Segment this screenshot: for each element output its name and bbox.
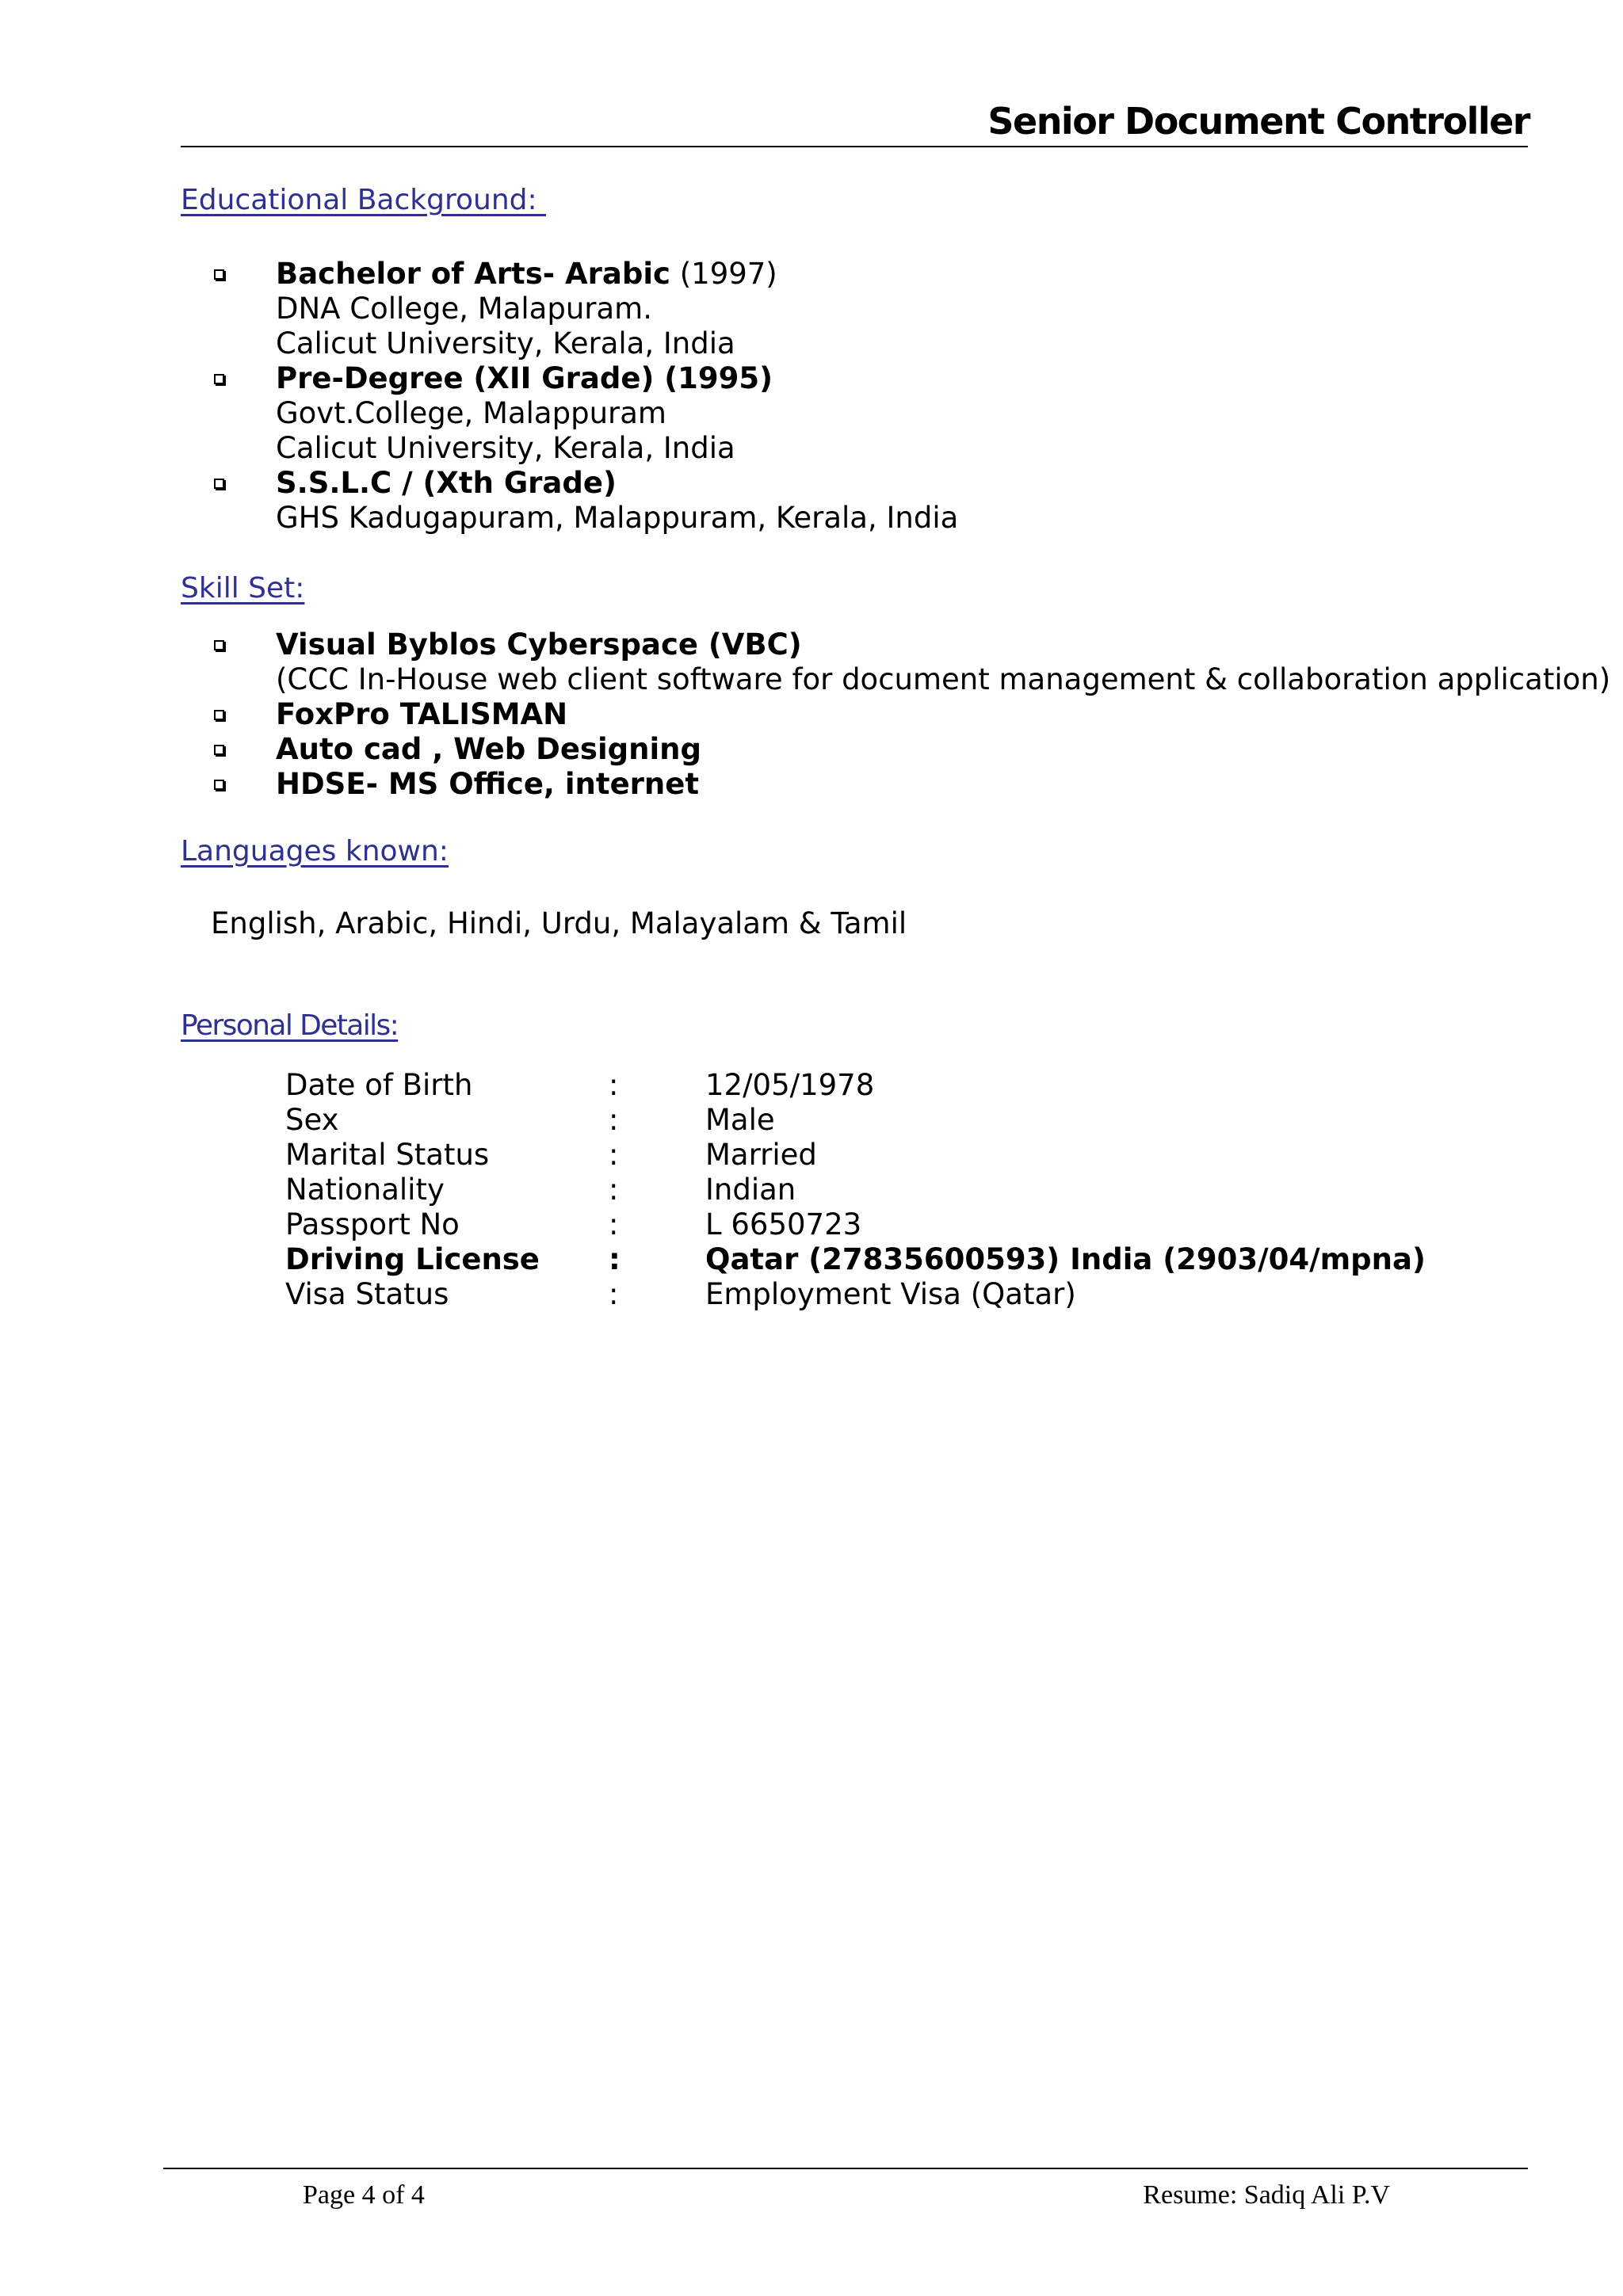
- education-item-bachelor: [276, 257, 777, 292]
- education-detail: DNA College, Malapuram.: [276, 292, 652, 326]
- degree-title: Pre-Degree (XII Grade) (1995): [276, 361, 773, 395]
- languages-heading: Languages known:: [181, 835, 449, 868]
- education-heading: Educational Background:: [181, 184, 547, 216]
- personal-value: Employment Visa (Qatar): [705, 1277, 1076, 1311]
- degree-title: Bachelor of Arts- Arabic: [276, 257, 670, 291]
- footer-resume-name: Resume: Sadiq Ali P.V: [1143, 2180, 1390, 2210]
- bullet-icon: [214, 374, 224, 384]
- personal-value: Male: [705, 1103, 775, 1137]
- degree-year: (1997): [670, 257, 777, 291]
- bullet-icon: [214, 479, 224, 489]
- header-title: Senior Document Controller: [987, 100, 1529, 143]
- personal-value: Married: [705, 1138, 817, 1172]
- personal-label: Sex: [285, 1103, 339, 1137]
- bullet-icon: [214, 710, 224, 720]
- personal-colon: :: [609, 1242, 621, 1276]
- skill-item: Auto cad , Web Designing: [276, 732, 701, 766]
- education-detail: Calicut University, Kerala, India: [276, 326, 735, 360]
- personal-label: Date of Birth: [285, 1068, 473, 1102]
- footer-page-number: Page 4 of 4: [303, 2180, 425, 2210]
- skill-description: (CCC In-House web client software for document management & collaboration application): [276, 662, 1611, 696]
- bullet-icon: [214, 269, 224, 280]
- personal-label: Driving License: [285, 1242, 540, 1276]
- languages-list: English, Arabic, Hindi, Urdu, Malayalam & Tamil: [211, 906, 907, 940]
- personal-label: Visa Status: [285, 1277, 449, 1311]
- personal-colon: :: [609, 1138, 619, 1172]
- personal-label: Nationality: [285, 1173, 445, 1207]
- personal-label: Passport No: [285, 1207, 460, 1241]
- personal-colon: :: [609, 1103, 619, 1137]
- personal-value: Qatar (27835600593) India (2903/04/mpna): [705, 1242, 1426, 1276]
- personal-colon: :: [609, 1068, 619, 1102]
- personal-value: Indian: [705, 1173, 796, 1207]
- personal-colon: :: [609, 1277, 619, 1311]
- personal-label: Marital Status: [285, 1138, 490, 1172]
- personal-colon: :: [609, 1173, 619, 1207]
- bullet-icon: [214, 780, 224, 790]
- personal-value: 12/05/1978: [705, 1068, 875, 1102]
- education-detail: Calicut University, Kerala, India: [276, 431, 735, 465]
- skill-item: Visual Byblos Cyberspace (VBC): [276, 627, 802, 662]
- header-divider: [181, 146, 1528, 147]
- personal-value: L 6650723: [705, 1207, 862, 1241]
- degree-title: S.S.L.C / (Xth Grade): [276, 466, 617, 500]
- skills-heading: Skill Set:: [181, 572, 305, 605]
- personal-heading: Personal Details:: [181, 1009, 399, 1042]
- bullet-icon: [214, 745, 224, 755]
- skill-item: FoxPro TALISMAN: [276, 697, 568, 731]
- personal-colon: :: [609, 1207, 619, 1241]
- skill-item: HDSE- MS Office, internet: [276, 767, 700, 801]
- footer-divider: [163, 2168, 1528, 2169]
- education-detail: GHS Kadugapuram, Malappuram, Kerala, India: [276, 501, 959, 535]
- education-detail: Govt.College, Malappuram: [276, 396, 666, 430]
- bullet-icon: [214, 640, 224, 650]
